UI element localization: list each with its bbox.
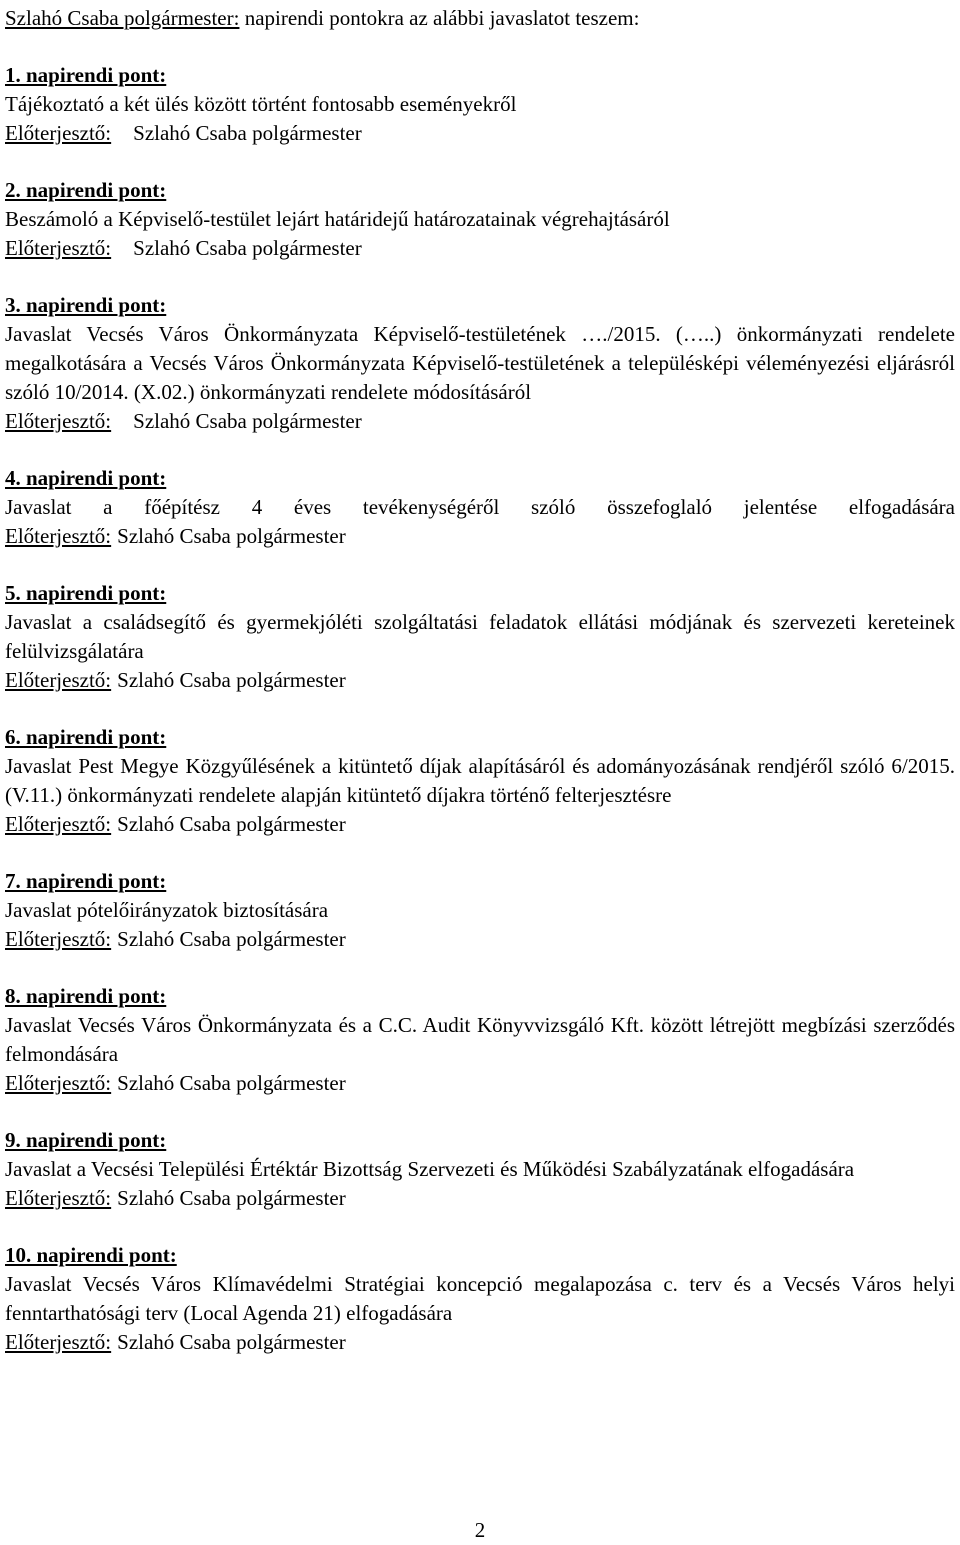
agenda-item — [5, 982, 955, 1098]
intro-speaker: Szlahó Csaba polgármester: — [5, 6, 240, 30]
agenda-item — [5, 176, 955, 263]
agenda-item-presenter — [5, 522, 955, 551]
agenda-item-heading: 4. napirendi pont: — [5, 466, 167, 490]
agenda-item-heading: 5. napirendi pont: — [5, 581, 167, 605]
agenda-item-title: Javaslat Vecsés Város Önkormányzata és a C.C. Audit Könyvvizsgáló Kft. között létrejött megbízási szerződés felmondására — [5, 1013, 955, 1066]
presenter-name: Szlahó Csaba polgármester — [117, 1186, 346, 1210]
presenter-name: Szlahó Csaba polgármester — [117, 1330, 346, 1354]
presenter-label: Előterjesztő: — [5, 1330, 112, 1354]
agenda-item — [5, 464, 955, 551]
agenda-item — [5, 867, 955, 954]
presenter-name: Szlahó Csaba polgármester — [117, 1071, 346, 1095]
page-number: 2 — [474, 1518, 486, 1542]
intro-line — [5, 4, 955, 33]
agenda-item-title: Tájékoztató a két ülés között történt fontosabb eseményekről — [5, 92, 517, 116]
agenda-item-heading: 6. napirendi pont: — [5, 725, 167, 749]
presenter-label: Előterjesztő: — [5, 927, 112, 951]
agenda-item-title: Javaslat a Vecsési Települési Értéktár Bizottság Szervezeti és Működési Szabályzatának elfogadására — [5, 1157, 855, 1181]
presenter-name: Szlahó Csaba polgármester — [133, 409, 362, 433]
agenda-item-heading: 2. napirendi pont: — [5, 178, 167, 202]
agenda-item-heading: 7. napirendi pont: — [5, 869, 167, 893]
document-page — [5, 4, 955, 1385]
agenda-item-heading: 3. napirendi pont: — [5, 293, 167, 317]
agenda-item-presenter — [5, 1069, 955, 1098]
agenda-item-heading: 9. napirendi pont: — [5, 1128, 167, 1152]
agenda-item — [5, 723, 955, 839]
agenda-item-title: Javaslat Pest Megye Közgyűlésének a kitüntető díjak alapításáról és adományozásának rendjéről szóló 6/2015. (V.11.) önkormányzati rendelete alapján kitüntető díjakra történő felterjesztésre — [5, 754, 955, 807]
agenda-item-title: Javaslat Vecsés Város Klímavédelmi Stratégiai koncepció megalapozása c. terv és a Vecsés Város helyi fenntarthatósági terv (Local Agenda 21) elfogadására — [5, 1272, 955, 1325]
agenda-item — [5, 61, 955, 148]
agenda-item-presenter — [5, 407, 955, 436]
agenda-item-title: Javaslat Vecsés Város Önkormányzata Képviselő-testületének …./2015. (…..) önkormányzati rendelete megalkotására a Vecsés Város Önkormányzata Képviselő-testületének a településképi véleményezési eljárásról szóló 10/2014. (X.02.) önkormányzati rendelete módosításáról — [5, 322, 955, 404]
agenda-item-heading: 8. napirendi pont: — [5, 984, 167, 1008]
agenda-item-presenter — [5, 925, 955, 954]
agenda-item-presenter — [5, 810, 955, 839]
presenter-name: Szlahó Csaba polgármester — [133, 236, 362, 260]
agenda-item-presenter — [5, 234, 955, 263]
presenter-label: Előterjesztő: — [5, 668, 112, 692]
agenda-item-heading: 1. napirendi pont: — [5, 63, 167, 87]
presenter-name: Szlahó Csaba polgármester — [117, 524, 346, 548]
presenter-label: Előterjesztő: — [5, 409, 112, 433]
presenter-name: Szlahó Csaba polgármester — [117, 668, 346, 692]
presenter-label: Előterjesztő: — [5, 524, 112, 548]
agenda-item-title: Javaslat pótelőirányzatok biztosítására — [5, 898, 329, 922]
agenda-item — [5, 291, 955, 436]
agenda-item-presenter — [5, 666, 955, 695]
presenter-label: Előterjesztő: — [5, 1186, 112, 1210]
agenda-item — [5, 579, 955, 695]
agenda-item-presenter — [5, 1184, 955, 1213]
presenter-label: Előterjesztő: — [5, 236, 112, 260]
agenda-item-heading: 10. napirendi pont: — [5, 1243, 177, 1267]
presenter-label: Előterjesztő: — [5, 1071, 112, 1095]
intro-text: napirendi pontokra az alábbi javaslatot teszem: — [244, 6, 640, 30]
agenda-item-presenter — [5, 1328, 955, 1357]
presenter-label: Előterjesztő: — [5, 121, 112, 145]
presenter-label: Előterjesztő: — [5, 812, 112, 836]
presenter-name: Szlahó Csaba polgármester — [117, 812, 346, 836]
presenter-name: Szlahó Csaba polgármester — [117, 927, 346, 951]
agenda-item-presenter — [5, 119, 955, 148]
agenda-item-title: Javaslat a családsegítő és gyermekjóléti szolgáltatási feladatok ellátási módjának és szervezeti kereteinek felülvizsgálatára — [5, 610, 955, 663]
agenda-item-title: Beszámoló a Képviselő-testület lejárt határidejű határozatainak végrehajtásáról — [5, 207, 670, 231]
agenda-item — [5, 1241, 955, 1357]
agenda-item-title: Javaslat a főépítész 4 éves tevékenységéről szóló összefoglaló jelentése elfogadására — [5, 495, 955, 519]
agenda-item — [5, 1126, 955, 1213]
presenter-name: Szlahó Csaba polgármester — [133, 121, 362, 145]
